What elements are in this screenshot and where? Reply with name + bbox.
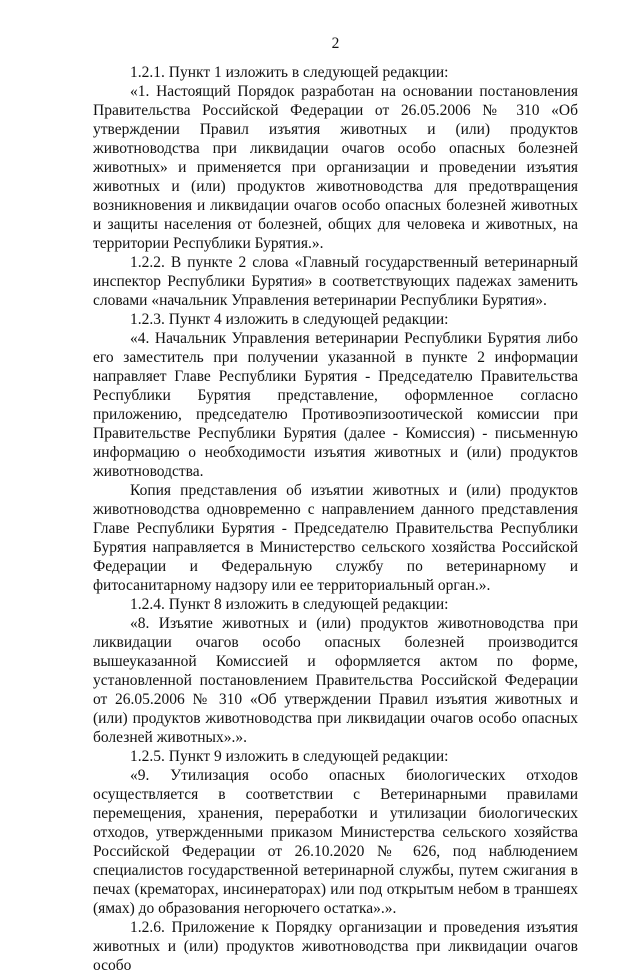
paragraph-clause-1-text: «1. Настоящий Порядок разработан на основании постановления Правительства Российской Федерации от 26.05.2006 № 310 «Об утверждении Правил изъятия животных и (или) продуктов животноводства при ликвидации очагов особо опасных болезней животных» и применяется при организации и проведении изъятия животных и (или) продуктов животноводства для предотвращения возникновения и ликвидации очагов особо опасных болезней животных и защиты населения от болезней, общих для человека и животных, на территории Республики Бурятия.». (93, 83, 578, 252)
paragraph-1-2-4: 1.2.4. Пункт 8 изложить в следующей редакции: (130, 596, 449, 613)
paragraph-1-2-6: 1.2.6. Приложение к Порядку организации и проведения изъятия животных и (или) продуктов животноводства при ликвидации очагов особо (93, 919, 578, 974)
paragraph-1-2-1: 1.2.1. Пункт 1 изложить в следующей редакции: (130, 64, 449, 81)
paragraph-clause-9-text: «9. Утилизация особо опасных биологических отходов осуществляется в соответствии с Ветеринарными правилами перемещения, хранения, переработки и утилизации биологических отходов, утвержденными приказом Министерства сельского хозяйства Российской Федерации от 26.10.2020 № 626, под наблюдением специалистов государственной ветеринарной службы, путем сжигания в печах (крематорах, инсинераторах) или под открытым небом в траншеях (ямах) до образования негорючего остатка».». (93, 767, 578, 917)
paragraph-clause-4-text: «4. Начальник Управления ветеринарии Республики Бурятия либо его заместитель при получении указанной в пункте 2 информации направляет Главе Республики Бурятия - Председателю Правительства Республики Бурятия представление, оформленное согласно приложению, председателю Противоэпизоотической комиссии при Правительстве Республики Бурятия (далее - Комиссия) - письменную информацию о необходимости изъятия животных и (или) продуктов животноводства. (93, 330, 578, 480)
paragraph-1-2-3: 1.2.3. Пункт 4 изложить в следующей редакции: (130, 311, 449, 328)
paragraph-1-2-5: 1.2.5. Пункт 9 изложить в следующей редакции: (130, 748, 449, 765)
paragraph-clause-4-copy: Копия представления об изъятии животных и (или) продуктов животноводства одновременно с направлением данного представления Главе Республики Бурятия - Председателю Правительства Республики Бурятия направляется в Министерство сельского хозяйства Российской Федерации и Федеральную службу по ветеринарному и фитосанитарному надзору или ее территориальный орган.». (93, 482, 578, 594)
page-number: 2 (331, 35, 340, 52)
paragraph-1-2-2: 1.2.2. В пункте 2 слова «Главный государственный ветеринарный инспектор Республики Бурятия» в соответствующих падежах заменить словами «начальник Управления ветеринарии Республики Бурятия». (93, 254, 578, 309)
paragraph-clause-8-text: «8. Изъятие животных и (или) продуктов животноводства при ликвидации очагов особо опасных болезней производится вышеуказанной Комиссией и оформляется актом по форме, установленной постановлением Правительства Российской Федерации от 26.05.2006 № 310 «Об утверждении Правил изъятия животных и (или) продуктов животноводства при ликвидации очагов особо опасных болезней животных».». (93, 615, 578, 746)
